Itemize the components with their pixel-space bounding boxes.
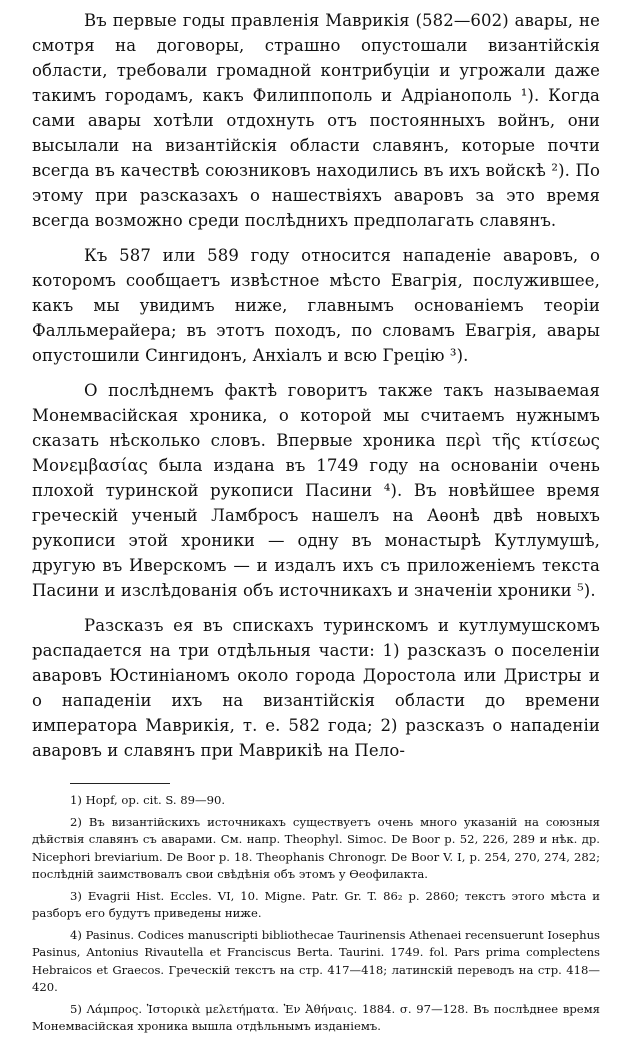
footnote: 1) Hopf, op. cit. S. 89—90. [70,793,226,807]
main-text [32,8,600,763]
footnotes [32,792,600,1036]
paragraph: Въ первые годы правленія Маврикія (582—602) авары, не смотря на договоры, страшно опустошали византійскія области, требовали громадной контрибуціи и угрожали даже такимъ городамъ, какъ Филиппополь и Адріанополь ¹). Когда сами авары хотѣли отдохнуть отъ постоянныхъ войнъ, они высылали на византійскія области славянъ, которые почти всегда въ качествѣ союзниковъ находились въ ихъ войскѣ ²). По этому при разсказахъ о нашествіяхъ аваровъ за это время всегда возможно среди послѣднихъ предполагать славянъ. [32,11,600,230]
paragraph: Разсказъ ея въ спискахъ туринскомъ и кутлумушскомъ распадается на три отдѣльныя части: 1) разсказъ о поселеніи аваровъ Юстиніаномъ около города Доростола или Дристры и о нападеніи ихъ на византійскія области до времени императора Маврикія, т. е. 582 года; 2) разсказъ о нападеніи аваровъ и славянъ при Маврикіѣ на Пело- [32,616,600,760]
footnote: 3) Evagrii Hist. Eccles. VI, 10. Migne. Patr. Gr. T. 86₂ p. 2860; текстъ этого мѣста и разборъ его будутъ приведены ниже. [32,888,600,920]
footnote-divider [70,783,170,784]
footnote: 4) Pasinus. Codices manuscripti bibliothecae Taurinensis Athenaei recensuerunt Iosephus Pasinus, Antonius Rivautella et Franciscus Berta. Taurini. 1749. fol. Pars prima complectens Hebraicos et Graecos. Греческій текстъ на стр. 417—418; латинскій переводъ на стр. 418—420. [32,927,600,994]
paragraph: О послѣднемъ фактѣ говоритъ также такъ называемая Монемвасійская хроника, о которой мы считаемъ нужнымъ сказать нѣсколько словъ. Впервые хроника περὶ τῆς κτίσεως Μονεμβασίας была издана въ 1749 году на основаніи очень плохой туринской рукописи Пасини ⁴). Въ новѣйшее время греческій ученый Ламбросъ нашелъ на Аѳонѣ двѣ новыхъ рукописи этой хроники — одну въ монастырѣ Кутлумушѣ, другую въ Иверскомъ — и издалъ ихъ съ приложеніемъ текста Пасини и изслѣдованія объ источникахъ и значеніи хроники ⁵). [32,381,600,600]
paragraph: Къ 587 или 589 году относится нападеніе аваровъ, о которомъ сообщаетъ извѣстное мѣсто Евагрія, послужившее, какъ мы увидимъ ниже, главнымъ основаніемъ теоріи Фалльмерайера; въ этотъ походъ, по словамъ Евагрія, авары опустошили Сингидонъ, Анхіалъ и всю Грецію ³). [32,246,600,365]
footnote: 2) Въ византійскихъ источникахъ существуетъ очень много указаній на союзныя дѣйствія славянъ съ аварами. См. напр. Theophyl. Simoc. De Boor p. 52, 226, 289 и нѣк. др. Nicephori breviarium. De Boor p. 18. Theophanis Chronogr. De Boor V. I, p. 254, 270, 274, 282; послѣдній заимствовалъ свои свѣдѣнія объ этомъ у Ѳеофилакта. [32,814,600,881]
book-page [32,8,600,1040]
footnote: 5) Λάμπρος. Ἱστορικὰ μελετήματα. Ἐν Ἀθήναις. 1884. σ. 97—128. Въ послѣднее время Монемвасійская хроника вышла отдѣльнымъ изданіемъ. [32,1001,600,1033]
